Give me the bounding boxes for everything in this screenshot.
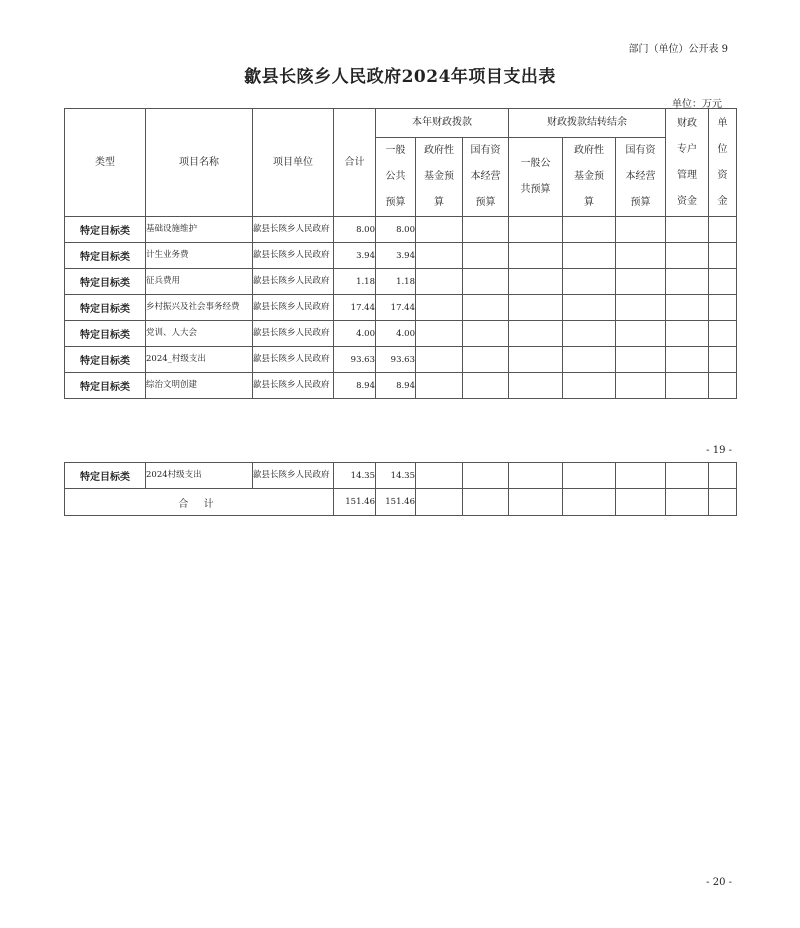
row-total: 4.00 xyxy=(334,321,376,347)
row-total: 14.35 xyxy=(334,463,376,489)
page-number-20: - 20 - xyxy=(706,877,732,888)
row-project-name: 乡村振兴及社会事务经费 xyxy=(146,295,253,321)
empty-cell xyxy=(509,217,563,243)
total-label: 合 计 xyxy=(65,489,334,516)
empty-cell xyxy=(666,243,709,269)
empty-cell xyxy=(463,217,509,243)
row-project-name: 综治文明创建 xyxy=(146,373,253,399)
row-project-unit: 歙县长陔乡人民政府 xyxy=(253,463,334,489)
col-project-name: 项目名称 xyxy=(146,109,253,217)
col-carry-general: 一般公 共预算 xyxy=(509,138,563,217)
row-general-public: 4.00 xyxy=(376,321,416,347)
row-total: 93.63 xyxy=(334,347,376,373)
empty-cell xyxy=(416,347,463,373)
empty-cell xyxy=(416,295,463,321)
total-general: 151.46 xyxy=(376,489,416,516)
empty-cell xyxy=(616,347,666,373)
empty-cell xyxy=(709,269,737,295)
row-general-public: 1.18 xyxy=(376,269,416,295)
row-project-unit: 歙县长陔乡人民政府 xyxy=(253,243,334,269)
empty-cell xyxy=(563,373,616,399)
empty-cell xyxy=(616,243,666,269)
empty-cell xyxy=(709,295,737,321)
row-project-name: 征兵费用 xyxy=(146,269,253,295)
empty-cell xyxy=(416,321,463,347)
empty-cell xyxy=(416,217,463,243)
empty-cell xyxy=(416,463,463,489)
empty-cell xyxy=(563,321,616,347)
row-general-public: 17.44 xyxy=(376,295,416,321)
row-total: 3.94 xyxy=(334,243,376,269)
row-project-name: 党训、人大会 xyxy=(146,321,253,347)
row-type: 特定目标类 xyxy=(65,295,146,321)
empty-cell xyxy=(563,243,616,269)
row-project-name: 基础设施维护 xyxy=(146,217,253,243)
empty-cell xyxy=(709,373,737,399)
empty-cell xyxy=(463,295,509,321)
col-project-unit: 项目单位 xyxy=(253,109,334,217)
empty-cell xyxy=(416,269,463,295)
row-total: 1.18 xyxy=(334,269,376,295)
empty-cell xyxy=(709,321,737,347)
row-general-public: 93.63 xyxy=(376,347,416,373)
empty-cell xyxy=(509,463,563,489)
table-row xyxy=(65,217,737,243)
empty-cell xyxy=(666,463,709,489)
col-group-current-year: 本年财政拨款 xyxy=(376,109,509,138)
empty-cell xyxy=(563,295,616,321)
col-state-capital: 国有资 本经营 预算 xyxy=(463,138,509,217)
col-general-public: 一般 公共 预算 xyxy=(376,138,416,217)
empty-cell xyxy=(463,347,509,373)
empty-cell xyxy=(416,243,463,269)
header-row-top xyxy=(65,109,737,138)
empty-cell xyxy=(666,373,709,399)
total-sum: 151.46 xyxy=(334,489,376,516)
empty-cell xyxy=(616,269,666,295)
empty-cell xyxy=(616,373,666,399)
row-type: 特定目标类 xyxy=(65,347,146,373)
row-total: 17.44 xyxy=(334,295,376,321)
form-id: 部门（单位）公开表 9 xyxy=(628,44,728,55)
row-total: 8.94 xyxy=(334,373,376,399)
page-title: 歙县长陔乡人民政府2024年项目支出表 xyxy=(244,67,556,87)
unit-label: 单位：万元 xyxy=(672,99,722,110)
table-row xyxy=(65,243,737,269)
empty-cell xyxy=(563,463,616,489)
row-project-unit: 歙县长陔乡人民政府 xyxy=(253,321,334,347)
empty-cell xyxy=(509,243,563,269)
table-row xyxy=(65,269,737,295)
empty-cell xyxy=(416,373,463,399)
empty-cell xyxy=(509,269,563,295)
project-expenditure-table-continued xyxy=(64,462,737,516)
empty-cell xyxy=(616,295,666,321)
empty-cell xyxy=(509,373,563,399)
empty-cell xyxy=(509,295,563,321)
page-number-19: - 19 - xyxy=(706,445,732,456)
empty-cell xyxy=(463,243,509,269)
empty-cell xyxy=(509,347,563,373)
empty-cell xyxy=(709,347,737,373)
row-type: 特定目标类 xyxy=(65,269,146,295)
empty-cell xyxy=(666,347,709,373)
row-project-unit: 歙县长陔乡人民政府 xyxy=(253,295,334,321)
empty-cell xyxy=(666,217,709,243)
row-project-unit: 歙县长陔乡人民政府 xyxy=(253,269,334,295)
row-general-public: 14.35 xyxy=(376,463,416,489)
empty-cell xyxy=(666,295,709,321)
table-row xyxy=(65,347,737,373)
col-gov-fund: 政府性 基金预 算 xyxy=(416,138,463,217)
empty-cell xyxy=(666,321,709,347)
total-row xyxy=(65,489,737,516)
empty-cell xyxy=(616,463,666,489)
col-total: 合计 xyxy=(334,109,376,217)
table-row xyxy=(65,373,737,399)
empty-cell xyxy=(616,217,666,243)
row-type: 特定目标类 xyxy=(65,463,146,489)
row-project-unit: 歙县长陔乡人民政府 xyxy=(253,217,334,243)
col-unit-funds: 单 位 资 金 xyxy=(709,109,737,217)
empty-cell xyxy=(563,269,616,295)
empty-cell xyxy=(463,373,509,399)
row-project-name: 2024村级支出 xyxy=(146,463,253,489)
empty-cell xyxy=(563,217,616,243)
row-general-public: 8.94 xyxy=(376,373,416,399)
col-group-carryover: 财政拨款结转结余 xyxy=(509,109,666,138)
empty-cell xyxy=(616,321,666,347)
row-general-public: 3.94 xyxy=(376,243,416,269)
row-type: 特定目标类 xyxy=(65,243,146,269)
col-carry-state-capital: 国有资 本经营 预算 xyxy=(616,138,666,217)
table-row xyxy=(65,463,737,489)
row-type: 特定目标类 xyxy=(65,217,146,243)
row-project-unit: 歙县长陔乡人民政府 xyxy=(253,347,334,373)
row-project-name: 2024_村级支出 xyxy=(146,347,253,373)
row-project-unit: 歙县长陔乡人民政府 xyxy=(253,373,334,399)
empty-cell xyxy=(709,463,737,489)
row-type: 特定目标类 xyxy=(65,321,146,347)
row-project-name: 计生业务费 xyxy=(146,243,253,269)
col-type: 类型 xyxy=(65,109,146,217)
empty-cell xyxy=(463,269,509,295)
row-type: 特定目标类 xyxy=(65,373,146,399)
empty-cell xyxy=(666,269,709,295)
col-carry-gov-fund: 政府性 基金预 算 xyxy=(563,138,616,217)
empty-cell xyxy=(563,347,616,373)
table-row xyxy=(65,321,737,347)
row-general-public: 8.00 xyxy=(376,217,416,243)
empty-cell xyxy=(463,321,509,347)
empty-cell xyxy=(709,243,737,269)
row-total: 8.00 xyxy=(334,217,376,243)
table-row xyxy=(65,295,737,321)
col-fiscal-special: 财政 专户 管理 资金 xyxy=(666,109,709,217)
empty-cell xyxy=(709,217,737,243)
project-expenditure-table xyxy=(64,108,737,399)
empty-cell xyxy=(509,321,563,347)
empty-cell xyxy=(463,463,509,489)
